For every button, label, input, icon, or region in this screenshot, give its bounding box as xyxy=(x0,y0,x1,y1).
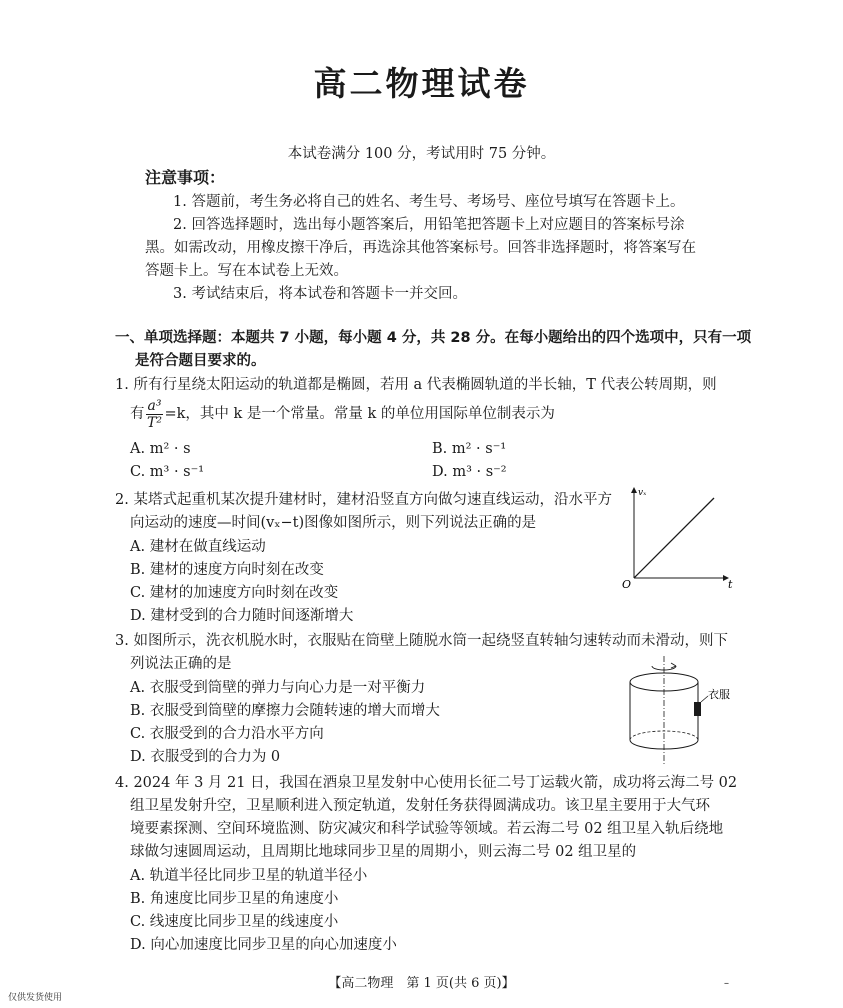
q2-option-c: C. 建材的加速度方向时刻在改变 xyxy=(130,585,339,601)
q4-option-d: D. 向心加速度比同步卫星的向心加速度小 xyxy=(130,937,397,953)
q2-option-b: B. 建材的速度方向时刻在改变 xyxy=(130,562,324,578)
q4-option-b: B. 角速度比同步卫星的角速度小 xyxy=(130,891,339,907)
q3-option-a: A. 衣服受到筒壁的弹力与向心力是一对平衡力 xyxy=(130,680,426,696)
clothes-label: 衣服 xyxy=(708,688,730,701)
graph-origin-label: O xyxy=(622,578,632,591)
q2-option-a: A. 建材在做直线运动 xyxy=(130,539,266,555)
notice-line-5: 3. 考试结束后，将本试卷和答题卡一并交回。 xyxy=(173,286,467,302)
q4-stem-line-2: 组卫星发射升空，卫星顺利进入预定轨道，发射任务获得圆满成功。该卫星主要用于大气环 xyxy=(130,798,710,814)
graph-line xyxy=(634,498,714,578)
page-footer: 【高二物理 第 1 页(共 6 页)】 xyxy=(328,976,515,991)
q1-stem-line-1: 1. 所有行星绕太阳运动的轨道都是椭圆，若用 a 代表椭圆轨道的半长轴，T 代表公转周期，则 xyxy=(115,377,717,393)
exam-info: 本试卷满分 100 分，考试用时 75 分钟。 xyxy=(287,146,556,162)
section-heading-line-2: 是符合题目要求的。 xyxy=(135,353,266,369)
q2-stem-line-2: 向运动的速度—时间(vₓ−t)图像如图所示，则下列说法正确的是 xyxy=(130,515,537,531)
notice-line-2: 2. 回答选择题时，选出每小题答案后，用铅笔把答题卡上对应题目的答案标号涂 xyxy=(173,217,685,233)
q1-prefix: 有 xyxy=(130,406,145,422)
q1-option-d: D. m³ · s⁻² xyxy=(432,464,507,480)
corner-mark: – xyxy=(724,978,729,989)
notice-line-3: 黑。如需改动，用橡皮擦干净后，再选涂其他答案标号。回答非选择题时，将答案写在 xyxy=(145,240,696,256)
q1-stem-line-2 xyxy=(130,396,555,432)
q3-stem-line-1: 3. 如图所示，洗衣机脱水时，衣服贴在筒壁上随脱水筒一起绕竖直转轴匀速转动而未滑动，则下 xyxy=(115,633,728,649)
q1-fraction xyxy=(146,399,164,430)
q1-option-c: C. m³ · s⁻¹ xyxy=(130,464,205,480)
notice-heading: 注意事项： xyxy=(145,168,226,187)
graph-y-label: vₓ xyxy=(638,488,647,498)
q3-option-d: D. 衣服受到的合力为 0 xyxy=(130,749,281,765)
q4-stem-line-1: 4. 2024 年 3 月 21 日，我国在酒泉卫星发射中心使用长征二号丁运载火箭，成功将云海二号 02 xyxy=(115,775,738,791)
notice-line-1: 1. 答题前，考生务必将自己的姓名、考生号、考场号、座位号填写在答题卡上。 xyxy=(173,194,685,210)
q1-fraction-denominator: T² xyxy=(147,414,162,431)
q1-suffix: =k，其中 k 是一个常量。常量 k 的单位用国际单位制表示为 xyxy=(164,406,555,422)
q4-option-a: A. 轨道半径比同步卫星的轨道半径小 xyxy=(130,868,368,884)
clothes-block xyxy=(694,702,701,716)
q3-option-b: B. 衣服受到筒壁的摩擦力会随转速的增大而增大 xyxy=(130,703,440,719)
q3-spin-drum-figure xyxy=(622,652,750,770)
q3-option-c: C. 衣服受到的合力沿水平方向 xyxy=(130,726,324,742)
q4-option-c: C. 线速度比同步卫星的线速度小 xyxy=(130,914,339,930)
notice-line-4: 答题卡上。写在本试卷上无效。 xyxy=(145,263,348,279)
page-title: 高二物理试卷 xyxy=(313,64,530,103)
section-heading-line-1: 一、单项选择题：本题共 7 小题，每小题 4 分，共 28 分。在每小题给出的四个选项中，只有一项 xyxy=(115,330,752,346)
graph-x-label: t xyxy=(728,578,733,591)
q1-option-b: B. m² · s⁻¹ xyxy=(432,441,507,457)
q4-stem-line-4: 球做匀速圆周运动，且周期比地球同步卫星的周期小，则云海二号 02 组卫星的 xyxy=(130,844,637,860)
q1-fraction-numerator: a³ xyxy=(147,397,162,414)
q1-option-a: A. m² · s xyxy=(130,441,191,457)
q4-stem-line-3: 境要素探测、空间环境监测、防灾减灾和科学试验等领域。若云海二号 02 组卫星入轨后绕地 xyxy=(130,821,724,837)
q2-option-d: D. 建材受到的合力随时间逐渐增大 xyxy=(130,608,354,624)
q2-stem-line-1: 2. 某塔式起重机某次提升建材时，建材沿竖直方向做匀速直线运动，沿水平方 xyxy=(115,492,612,508)
q2-velocity-time-graph xyxy=(618,482,748,594)
watermark: 仅供发货使用 xyxy=(8,993,63,1003)
q3-stem-line-2: 列说法正确的是 xyxy=(130,656,232,672)
